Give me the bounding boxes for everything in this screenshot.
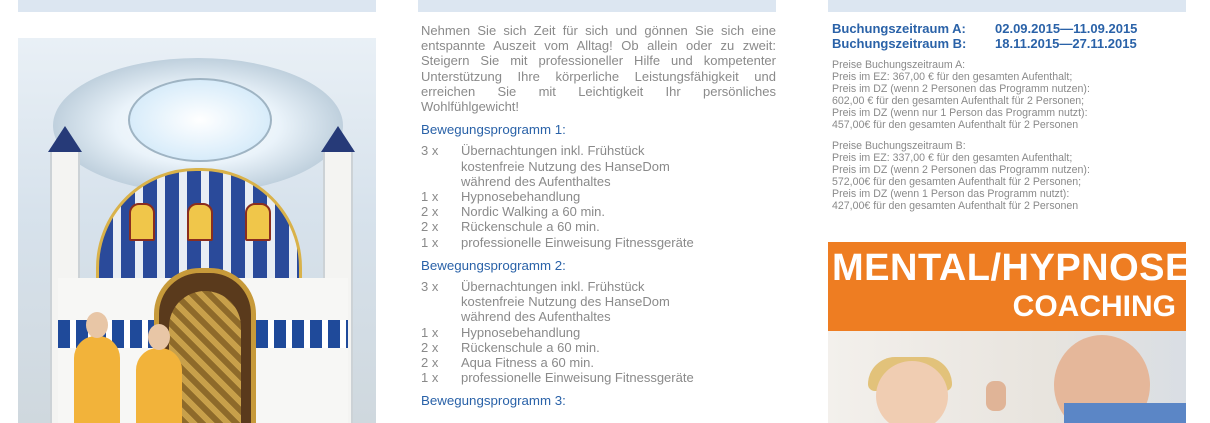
- item-description: Übernachtungen inkl. Frühstück: [461, 143, 645, 159]
- program-item: [421, 279, 776, 294]
- item-description: Übernachtungen inkl. Frühstück: [461, 279, 645, 295]
- item-quantity: [421, 174, 461, 189]
- intro-text: Nehmen Sie sich Zeit für sich und gönnen Sie sich eine entspannte Auszeit vom Alltag! Ob allein oder zu zweit: Steigern Sie mit professioneller Hilfe und kompetenter Unterstützung Ihre körperliche Leistungsfähigkeit und erreichen Sie mit Leichtigkeit Ihr persönliches Wohlfühlgewicht!: [421, 23, 776, 115]
- program-item: [421, 143, 776, 158]
- program-heading: Bewegungsprogramm 1:: [421, 122, 566, 138]
- program-item: [421, 294, 776, 309]
- item-description: Hypnosebehandlung: [461, 189, 581, 205]
- item-quantity: 2 x: [421, 204, 439, 220]
- price-line: Preis im DZ (wenn 2 Personen das Programm nutzen):: [832, 83, 1090, 96]
- item-description: während des Aufenthaltes: [461, 309, 611, 325]
- item-description: Aqua Fitness a 60 min.: [461, 355, 594, 371]
- program-heading: Bewegungsprogramm 2:: [421, 257, 566, 273]
- item-description: Rückenschule a 60 min.: [461, 339, 600, 355]
- item-quantity: 2 x: [421, 339, 439, 355]
- item-quantity: 1 x: [421, 324, 439, 340]
- program-heading: Bewegungsprogramm 3:: [421, 393, 566, 409]
- woman-face: [876, 361, 948, 423]
- price-line: Preise Buchungszeitraum A:: [832, 59, 966, 71]
- program-item: [421, 309, 776, 324]
- price-line: Preis im DZ (wenn nur 1 Person das Programm nutzt):: [832, 107, 1088, 120]
- period-dates: 02.09.2015—11.09.2015: [995, 21, 1138, 36]
- program-item: [421, 370, 776, 385]
- booking-period-b: [832, 36, 1186, 51]
- period-label: Buchungszeitraum A:: [832, 21, 966, 36]
- spa-dome-photo: [18, 38, 376, 423]
- booking-column: [832, 21, 1186, 220]
- booking-period-a: [832, 21, 1186, 36]
- program-item: [421, 235, 776, 250]
- item-quantity: 2 x: [421, 219, 439, 235]
- man-shirt: [1064, 403, 1186, 423]
- item-description: Hypnosebehandlung: [461, 324, 581, 340]
- top-bar-left: [18, 0, 376, 12]
- person-towel-left: [74, 336, 120, 423]
- top-bar-right: [828, 0, 1186, 12]
- person-towel-right: [136, 348, 182, 423]
- program-item: [421, 340, 776, 355]
- program-item: [421, 174, 776, 189]
- top-bar-middle: [418, 0, 776, 12]
- program-list: [421, 122, 776, 408]
- program-column: [421, 23, 776, 415]
- item-quantity: [421, 294, 461, 309]
- item-quantity: 3 x: [421, 143, 439, 159]
- item-quantity: [421, 309, 461, 324]
- price-line: 602,00 € für den gesamten Aufenthalt für 2 Personen;: [832, 95, 1085, 108]
- program-items: [421, 279, 776, 385]
- item-quantity: 1 x: [421, 189, 439, 205]
- item-quantity: 1 x: [421, 234, 439, 250]
- banner-subtitle: COACHING: [1012, 290, 1176, 323]
- period-dates: 18.11.2015—27.11.2015: [995, 36, 1137, 51]
- program-item: [421, 204, 776, 219]
- price-line: Preis im EZ: 367,00 € für den gesamten Aufenthalt;: [832, 71, 1073, 84]
- item-description: Nordic Walking a 60 min.: [461, 204, 606, 220]
- price-line: Preis im DZ (wenn 2 Personen das Programm nutzen):: [832, 163, 1090, 176]
- program-item: [421, 325, 776, 340]
- price-line: 572,00€ für den gesamten Aufenthalt für 2 Personen;: [832, 175, 1082, 188]
- price-line: 457,00€ für den gesamten Aufenthalt für 2 Personen: [832, 119, 1079, 132]
- person-head-right: [148, 324, 170, 350]
- program-item: [421, 355, 776, 370]
- price-line: Preis im DZ (wenn 1 Person das Programm nutzt):: [832, 187, 1070, 200]
- item-description: kostenfreie Nutzung des HanseDom: [461, 294, 670, 310]
- skylight: [128, 78, 272, 162]
- coaching-photo: [828, 331, 1186, 423]
- program-item: [421, 189, 776, 204]
- program-items: [421, 143, 776, 249]
- item-quantity: [421, 159, 461, 174]
- price-line: Preise Buchungszeitraum B:: [832, 139, 966, 152]
- program-item: [421, 159, 776, 174]
- item-quantity: 2 x: [421, 355, 439, 371]
- item-description: kostenfreie Nutzung des HanseDom: [461, 158, 670, 174]
- item-description: professionelle Einweisung Fitnessgeräte: [461, 370, 694, 386]
- mental-hypnose-banner: [828, 242, 1191, 331]
- price-info: [832, 59, 1186, 212]
- item-quantity: 3 x: [421, 279, 439, 295]
- price-line: Preis im EZ: 337,00 € für den gesamten Aufenthalt;: [832, 151, 1073, 164]
- item-description: Rückenschule a 60 min.: [461, 219, 600, 235]
- pointing-hand: [986, 381, 1006, 411]
- item-quantity: 1 x: [421, 370, 439, 386]
- price-block: [832, 59, 1186, 132]
- banner-title: MENTAL/HYPNOSE: [832, 247, 1191, 289]
- price-line: 427,00€ für den gesamten Aufenthalt für 2 Personen: [832, 200, 1079, 213]
- person-head-left: [86, 312, 108, 338]
- item-description: professionelle Einweisung Fitnessgeräte: [461, 234, 694, 250]
- price-block: [832, 140, 1186, 213]
- item-description: während des Aufenthaltes: [461, 173, 611, 189]
- program-item: [421, 219, 776, 234]
- period-label: Buchungszeitraum B:: [832, 36, 967, 51]
